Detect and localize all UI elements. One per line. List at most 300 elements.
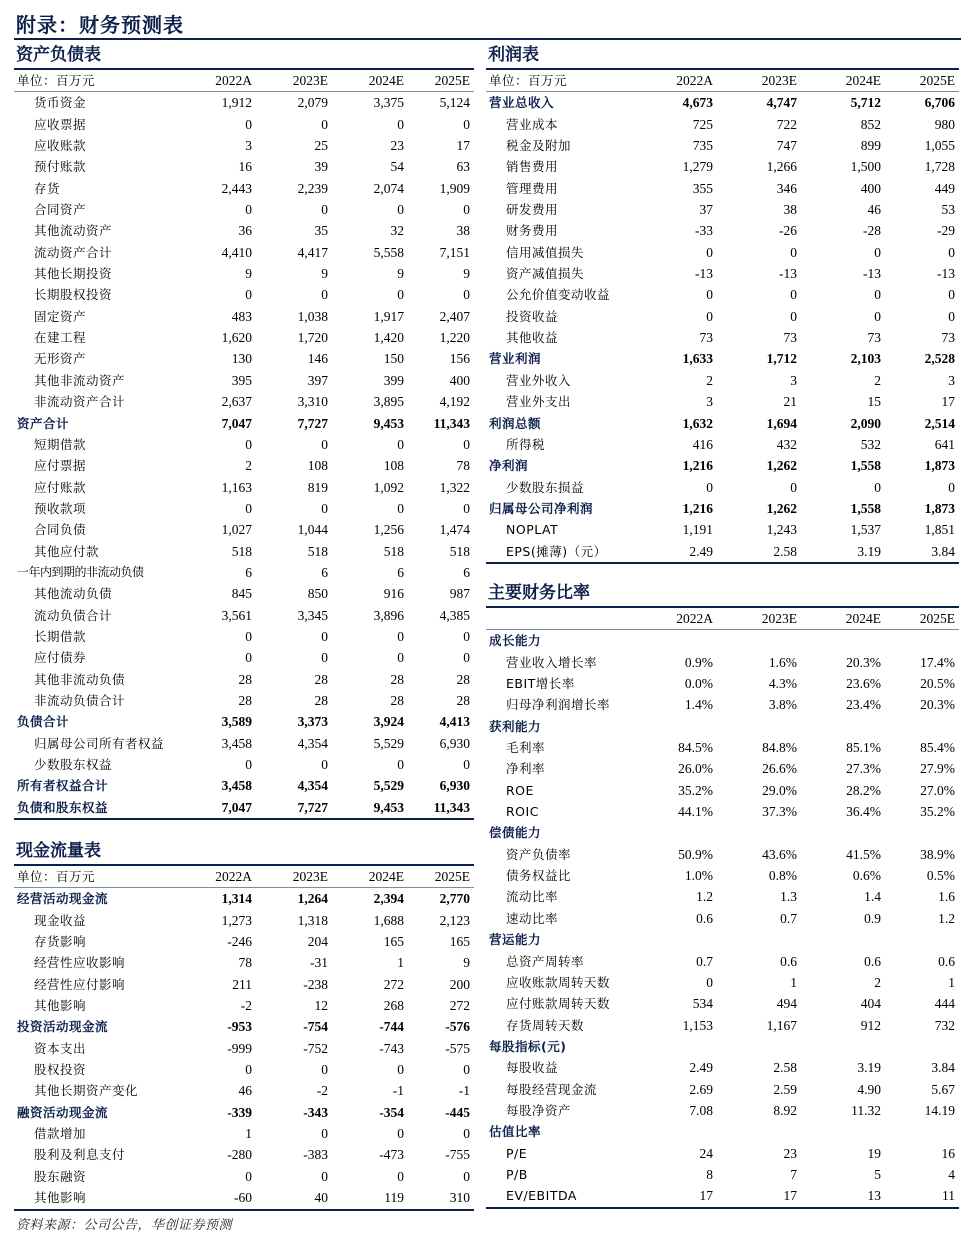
table-row	[14, 952, 474, 973]
header-year: 2025E	[408, 70, 474, 92]
row-value: 1,873	[924, 458, 955, 474]
row-label: 经营活动现金流	[17, 891, 109, 907]
header-year: 2022A	[184, 70, 256, 92]
row-value: 0	[321, 500, 328, 516]
row-value: 2	[706, 372, 713, 388]
row-value: 1,167	[766, 1017, 797, 1033]
row-value: 534	[692, 996, 713, 1012]
row-value: -1	[458, 1083, 470, 1099]
row-value: 6,930	[439, 735, 470, 751]
row-label: 存货	[34, 180, 61, 196]
row-value: 17	[941, 394, 955, 410]
row-label: 应付债券	[34, 650, 87, 666]
row-value: 13	[801, 1185, 885, 1207]
row-value: 0	[874, 287, 881, 303]
row-value: -752	[303, 1040, 328, 1056]
row-value: 2	[245, 458, 252, 474]
row-value: 747	[776, 138, 797, 154]
table-row	[486, 391, 959, 412]
row-value: 0	[397, 1126, 404, 1142]
row-value: 15	[867, 394, 881, 410]
table-row	[14, 1166, 474, 1187]
row-value: 85.4%	[920, 740, 955, 756]
table-row	[14, 263, 474, 284]
row-value: 819	[307, 479, 328, 495]
row-value: 0	[245, 287, 252, 303]
table-row	[486, 1057, 959, 1078]
table-row	[486, 886, 959, 907]
row-value: 0	[463, 650, 470, 666]
table-row	[486, 114, 959, 135]
row-value: -343	[303, 1104, 328, 1120]
row-value: 0	[397, 1062, 404, 1078]
row-value: 3,345	[297, 607, 328, 623]
row-label: ROE	[506, 782, 534, 798]
row-value: 20.3%	[846, 654, 881, 670]
row-value: 6	[321, 564, 328, 580]
row-value: 2.49	[641, 541, 717, 563]
table-row	[14, 391, 474, 412]
table-row	[486, 348, 959, 369]
table-row	[14, 199, 474, 220]
row-value: 4,192	[439, 394, 470, 410]
row-value: 1,220	[439, 330, 470, 346]
row-value: 494	[776, 996, 797, 1012]
row-label: 利润总额	[489, 415, 542, 431]
row-value	[885, 929, 959, 950]
row-value: 1.2	[696, 889, 713, 905]
header-year: 2022A	[184, 866, 256, 888]
row-label: 其他影响	[14, 1187, 184, 1209]
row-value: 0	[321, 628, 328, 644]
row-value: -754	[303, 1019, 328, 1035]
row-value: 2,394	[373, 891, 404, 907]
row-value: 1,314	[221, 891, 252, 907]
row-value: 4.3%	[768, 676, 797, 692]
table-row	[486, 737, 959, 758]
row-value: 2.49	[689, 1060, 713, 1076]
row-value: 26.0%	[678, 761, 713, 777]
header-year: 2024E	[801, 608, 885, 630]
header-unit	[486, 608, 641, 630]
row-value: 355	[692, 180, 713, 196]
row-value: 518	[449, 543, 470, 559]
row-value: 0	[463, 500, 470, 516]
row-value: 7,047	[221, 415, 252, 431]
row-value: 84.5%	[678, 740, 713, 756]
row-label: 存货周转天数	[506, 1017, 585, 1033]
row-value: 12	[314, 998, 328, 1014]
row-value: 1.4%	[684, 697, 713, 713]
table-row	[14, 1187, 474, 1209]
row-value: 1	[948, 974, 955, 990]
table-row	[486, 199, 959, 220]
row-label: 其他流动负债	[34, 586, 113, 602]
table-row	[486, 1100, 959, 1121]
row-label: 其他收益	[506, 330, 559, 346]
table-row	[486, 455, 959, 476]
row-value: 4,354	[297, 778, 328, 794]
table-row	[486, 1079, 959, 1100]
cash-flow-table	[14, 866, 474, 1211]
row-value: 3,375	[373, 95, 404, 111]
table-row	[486, 822, 959, 843]
row-value: 146	[307, 351, 328, 367]
row-value: 130	[231, 351, 252, 367]
table-row	[14, 178, 474, 199]
row-label: 股权投资	[34, 1062, 87, 1078]
row-value: 1,917	[373, 308, 404, 324]
row-value: -60	[184, 1187, 256, 1209]
row-value: 722	[776, 116, 797, 132]
row-value: 1,728	[924, 159, 955, 175]
row-value: 1,909	[439, 180, 470, 196]
row-label: 固定资产	[34, 308, 87, 324]
row-value: 0	[706, 974, 713, 990]
row-value: 1,500	[850, 159, 881, 175]
row-value: -999	[227, 1040, 252, 1056]
table-row	[14, 974, 474, 995]
row-value: 0.6	[696, 910, 713, 926]
table-row	[14, 284, 474, 305]
table-row	[14, 626, 474, 647]
row-label: 每股净资产	[506, 1102, 572, 1118]
row-label: 短期借款	[34, 436, 87, 452]
row-value: 912	[860, 1017, 881, 1033]
row-value: 1,264	[297, 891, 328, 907]
header-year: 2023E	[256, 70, 332, 92]
row-value	[641, 630, 717, 652]
row-value: 78	[238, 955, 252, 971]
row-value: 9	[463, 266, 470, 282]
row-value: 0	[874, 479, 881, 495]
row-label: 其他流动资产	[34, 223, 113, 239]
header-year: 2025E	[408, 866, 474, 888]
table-row	[14, 1102, 474, 1123]
row-value: 7.08	[689, 1102, 713, 1118]
row-value: 0	[245, 436, 252, 452]
row-label: 销售费用	[506, 159, 559, 175]
row-value: 0	[874, 244, 881, 260]
row-value	[717, 716, 801, 737]
table-row	[486, 135, 959, 156]
table-row	[14, 1080, 474, 1101]
row-value: 735	[692, 138, 713, 154]
row-value: -13	[779, 266, 797, 282]
row-label: 净利率	[506, 761, 546, 777]
row-value: 272	[383, 976, 404, 992]
row-value: 4.90	[857, 1081, 881, 1097]
row-label: 总资产周转率	[506, 953, 585, 969]
row-value: 1,558	[850, 500, 881, 516]
row-value: 1,243	[766, 522, 797, 538]
row-value: 3,458	[221, 778, 252, 794]
row-value: 0	[463, 1168, 470, 1184]
table-row	[486, 1015, 959, 1036]
row-value: 0.6	[780, 953, 797, 969]
row-value: 32	[390, 223, 404, 239]
table-row	[486, 694, 959, 715]
table-header-row	[14, 866, 474, 888]
row-value: 0	[321, 202, 328, 218]
row-value: 4,354	[297, 735, 328, 751]
row-value: 7,727	[297, 415, 328, 431]
row-value: 16	[941, 1145, 955, 1161]
row-value: 1,273	[221, 912, 252, 928]
row-value: 0	[321, 1062, 328, 1078]
row-value: 28	[238, 671, 252, 687]
row-label: 所得税	[506, 436, 546, 452]
row-value: -29	[937, 223, 955, 239]
row-value: 0	[463, 202, 470, 218]
table-row	[14, 434, 474, 455]
row-value: 0	[397, 1168, 404, 1184]
row-label: 资产负债率	[506, 846, 572, 862]
table-row	[486, 434, 959, 455]
row-label: 其他应付款	[34, 543, 100, 559]
row-label: 应收票据	[34, 116, 87, 132]
row-value: 0.6%	[852, 868, 881, 884]
row-value: 3,561	[221, 607, 252, 623]
cash-flow-title: 现金流量表	[14, 838, 474, 866]
row-label: 少数股东损益	[506, 479, 585, 495]
table-row	[14, 92, 474, 114]
row-value: 200	[449, 976, 470, 992]
row-label: 现金收益	[34, 912, 87, 928]
row-value: 1.3	[780, 889, 797, 905]
row-label: 合同资产	[34, 202, 87, 218]
row-value: 518	[383, 543, 404, 559]
row-value: -953	[227, 1019, 252, 1035]
table-row	[14, 477, 474, 498]
row-label: 营业外收入	[506, 372, 572, 388]
table-row	[14, 306, 474, 327]
row-value: 1,027	[221, 522, 252, 538]
row-value: 150	[383, 351, 404, 367]
balance-sheet-table	[14, 70, 474, 820]
row-value: -445	[445, 1104, 470, 1120]
row-value: 9	[245, 266, 252, 282]
row-value: 23	[783, 1145, 797, 1161]
row-value: 0.0%	[684, 676, 713, 692]
row-label: 应收账款	[34, 138, 87, 154]
page-title: 附录：财务预测表	[16, 13, 184, 37]
row-value: 5.67	[931, 1081, 955, 1097]
row-value: 1	[245, 1126, 252, 1142]
row-value: 23.6%	[846, 676, 881, 692]
row-value: 0	[321, 1126, 328, 1142]
row-value: 4,417	[297, 244, 328, 260]
table-row	[486, 242, 959, 263]
row-value: 7,047	[184, 797, 256, 819]
row-value: 0	[463, 116, 470, 132]
table-row	[486, 306, 959, 327]
row-value: 2,090	[850, 415, 881, 431]
table-header-row	[486, 608, 959, 630]
row-label: 其他影响	[34, 998, 87, 1014]
row-label: 偿债能力	[489, 825, 542, 841]
row-value: 3.84	[885, 541, 959, 563]
row-label: 归属母公司净利润	[489, 500, 594, 516]
row-label: 每股收益	[506, 1060, 559, 1076]
table-row	[14, 1038, 474, 1059]
row-label: 每股指标(元)	[489, 1038, 567, 1054]
row-value: 397	[307, 372, 328, 388]
table-row	[486, 541, 959, 563]
table-row	[14, 1059, 474, 1080]
ratios-title: 主要财务比率	[486, 580, 959, 608]
table-row	[486, 951, 959, 972]
table-row	[14, 1144, 474, 1165]
table-row	[486, 1185, 959, 1207]
row-value: 9	[321, 266, 328, 282]
row-label: 归属母公司所有者权益	[34, 735, 165, 751]
row-value: 1,163	[221, 479, 252, 495]
row-label: 公允价值变动收益	[506, 287, 611, 303]
row-value: 6	[245, 564, 252, 580]
row-value: -1	[392, 1083, 404, 1099]
row-value: 0	[706, 244, 713, 260]
row-label: 股利及利息支付	[34, 1147, 126, 1163]
row-value: 0	[463, 287, 470, 303]
table-row	[486, 1164, 959, 1185]
row-value	[717, 929, 801, 950]
row-value: 27.3%	[846, 761, 881, 777]
table-row	[486, 1121, 959, 1142]
header-unit: 单位：百万元	[14, 70, 184, 92]
row-value: 28	[314, 671, 328, 687]
table-row	[14, 775, 474, 796]
row-value: 5,558	[373, 244, 404, 260]
row-value: 0	[397, 757, 404, 772]
row-value: 41.5%	[846, 846, 881, 862]
row-value: 73	[783, 330, 797, 346]
row-label: EPS(摊薄)（元）	[486, 541, 641, 563]
row-label: 预付账款	[34, 159, 87, 175]
row-value: 0	[321, 116, 328, 132]
row-value: 0	[321, 287, 328, 303]
row-value: 845	[231, 586, 252, 602]
row-value: 0	[463, 1062, 470, 1078]
row-value: 11.32	[851, 1102, 881, 1118]
row-value: 2,528	[924, 351, 955, 367]
row-value: 1,044	[297, 522, 328, 538]
row-value	[801, 1036, 885, 1057]
row-value: 1,262	[766, 500, 797, 516]
header-year: 2025E	[885, 70, 959, 92]
row-value: 0	[397, 650, 404, 666]
row-value: -33	[695, 223, 713, 239]
row-value: 1	[397, 955, 404, 971]
row-value: 483	[231, 308, 252, 324]
row-value: 1,055	[924, 138, 955, 154]
row-value: 1,266	[766, 159, 797, 175]
row-value: 27.9%	[920, 761, 955, 777]
row-value: 19	[867, 1145, 881, 1161]
row-value: 78	[456, 458, 470, 474]
row-value: 0	[397, 287, 404, 303]
row-value: 4	[948, 1166, 955, 1182]
row-value: 1,256	[373, 522, 404, 538]
row-value: 108	[307, 458, 328, 474]
table-row	[14, 1123, 474, 1144]
row-value: 3	[790, 372, 797, 388]
row-value: 1,632	[682, 415, 713, 431]
row-value: 2,514	[924, 415, 955, 431]
row-value: 37.3%	[762, 804, 797, 820]
table-row	[486, 220, 959, 241]
row-label: 管理费用	[506, 180, 559, 196]
row-value: 0.9%	[684, 654, 713, 670]
table-row	[14, 931, 474, 952]
table-row	[486, 630, 959, 652]
row-value: 44.1%	[678, 804, 713, 820]
row-label: 长期股权投资	[34, 287, 113, 303]
row-value: 1,474	[439, 522, 470, 538]
row-value: 21	[783, 394, 797, 410]
table-row	[486, 284, 959, 305]
income-statement-title: 利润表	[486, 42, 959, 70]
table-row	[14, 135, 474, 156]
table-row	[14, 647, 474, 668]
row-label: 非流动负债合计	[34, 692, 126, 708]
row-label: 预收款项	[34, 500, 87, 516]
row-value: 17	[717, 1185, 801, 1207]
row-value: 165	[383, 934, 404, 950]
table-row	[14, 413, 474, 434]
row-value: 1,216	[682, 500, 713, 516]
row-value	[885, 822, 959, 843]
table-row	[486, 498, 959, 519]
row-value: 5,529	[373, 735, 404, 751]
row-value: 0	[245, 628, 252, 644]
row-value: 0.9	[864, 910, 881, 926]
row-value	[801, 1121, 885, 1142]
table-row	[14, 690, 474, 711]
table-row	[486, 993, 959, 1014]
row-value: 899	[860, 138, 881, 154]
row-value: 28	[390, 692, 404, 708]
row-value: 165	[449, 934, 470, 950]
row-label: 营业外支出	[506, 394, 572, 410]
row-value: 28	[390, 671, 404, 687]
table-row	[486, 370, 959, 391]
row-label: 资产减值损失	[506, 266, 585, 282]
row-label: 应付账款周转天数	[506, 996, 611, 1012]
row-value: -339	[227, 1104, 252, 1120]
header-year: 2024E	[801, 70, 885, 92]
row-value: 0	[321, 436, 328, 452]
row-value	[641, 822, 717, 843]
row-value: 3,310	[297, 394, 328, 410]
row-label: 流动资产合计	[34, 244, 113, 260]
row-label: 少数股东权益	[34, 757, 113, 772]
table-row	[14, 910, 474, 931]
row-value: 0.8%	[768, 868, 797, 884]
row-value: -280	[227, 1147, 252, 1163]
row-value: 850	[307, 586, 328, 602]
row-value: 7	[790, 1166, 797, 1182]
row-label: 流动负债合计	[34, 607, 113, 623]
row-value: 1,694	[766, 415, 797, 431]
row-label: 非流动资产合计	[34, 394, 126, 410]
row-value: 5	[874, 1166, 881, 1182]
row-value: 25	[314, 138, 328, 154]
row-value: 0.7	[780, 910, 797, 926]
table-row	[14, 888, 474, 910]
row-value: 532	[860, 436, 881, 452]
row-label: 营业成本	[506, 116, 559, 132]
